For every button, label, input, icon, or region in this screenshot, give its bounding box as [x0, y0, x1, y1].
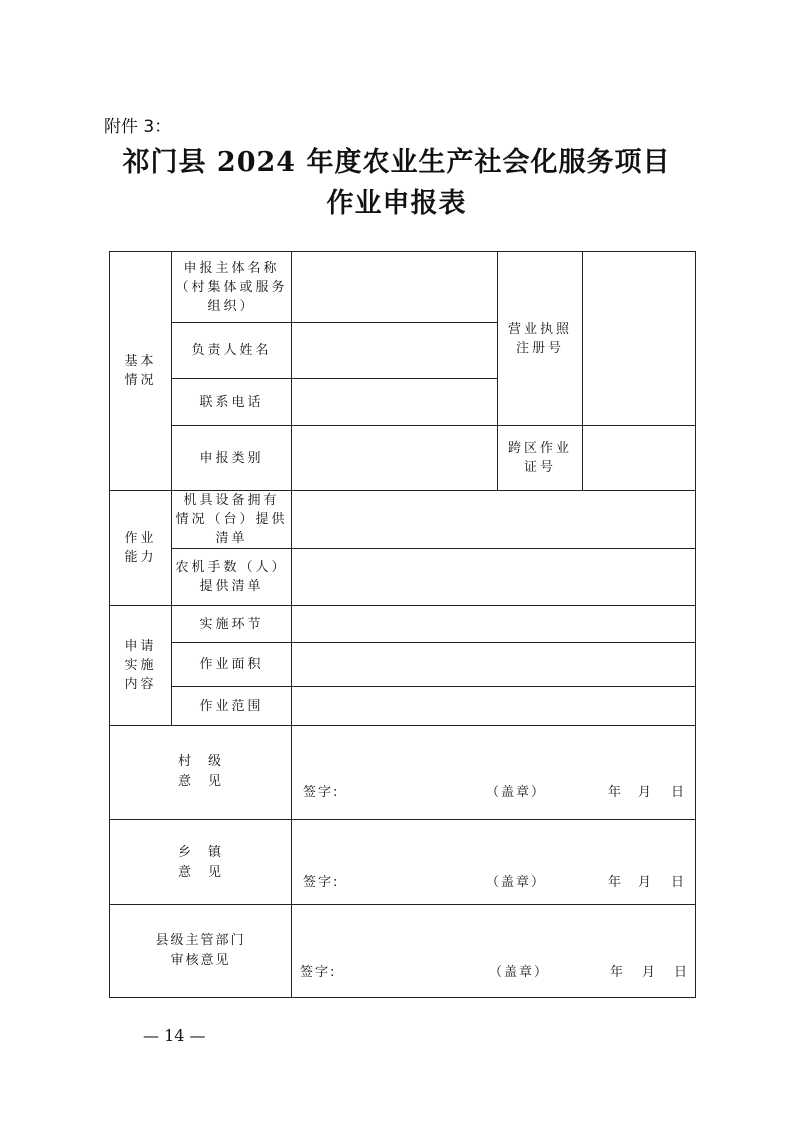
village-opinion-field[interactable]: [291, 725, 696, 820]
attachment-label: 附件 3：: [104, 117, 172, 137]
town-opinion-label: 乡 镇 意 见: [177, 845, 223, 880]
page-number: — 14 —: [143, 1026, 206, 1045]
business-license-label: 营业执照 注册号: [497, 251, 583, 426]
section-basic-info: 基本 情况: [109, 251, 172, 491]
scope-label: 作业范围: [171, 686, 292, 726]
stage-field[interactable]: [291, 605, 696, 643]
equipment-field[interactable]: [291, 490, 696, 549]
county-opinion-label-cell: [109, 904, 292, 998]
village-opinion-label-cell: [109, 725, 292, 820]
day-label: 日: [674, 965, 690, 980]
signature-label: 签字:: [303, 785, 340, 800]
business-license-field[interactable]: [582, 251, 696, 426]
category-field[interactable]: [291, 425, 498, 491]
village-opinion-label: 村 级 意 见: [177, 754, 223, 789]
month-label: 月: [638, 785, 654, 800]
section-operation-capacity: 作业 能力: [109, 490, 172, 606]
category-label: 申报类别: [171, 425, 292, 491]
year-label: 年: [608, 785, 624, 800]
phone-label: 联系电话: [171, 378, 292, 426]
signature-label: 签字:: [300, 965, 337, 980]
day-label: 日: [671, 875, 687, 890]
seal-label: （盖章）: [486, 785, 547, 800]
signature-label: 签字:: [303, 875, 340, 890]
operators-label: 农机手数（人） 提供清单: [171, 548, 292, 606]
applicant-name-field[interactable]: [291, 251, 498, 323]
seal-label: （盖章）: [486, 875, 547, 890]
town-opinion-field[interactable]: [291, 819, 696, 905]
day-label: 日: [671, 785, 687, 800]
person-in-charge-field[interactable]: [291, 322, 498, 379]
operators-field[interactable]: [291, 548, 696, 606]
document-title: 祁门县 2024 年度农业生产社会化服务项目: [122, 147, 671, 178]
year-label: 年: [608, 875, 624, 890]
scope-field[interactable]: [291, 686, 696, 726]
month-label: 月: [638, 875, 654, 890]
applicant-name-label: 申报主体名称 （村集体或服务 组织）: [171, 251, 292, 323]
month-label: 月: [642, 965, 658, 980]
town-opinion-label-cell: [109, 819, 292, 905]
stage-label: 实施环节: [171, 605, 292, 643]
cross-region-permit-label: 跨区作业 证号: [497, 425, 583, 491]
cross-region-permit-field[interactable]: [582, 425, 696, 491]
area-label: 作业面积: [171, 642, 292, 687]
document-subtitle: 作业申报表: [326, 188, 467, 219]
county-opinion-label: 县级主管部门 审核意见: [155, 933, 246, 968]
seal-label: （盖章）: [489, 965, 550, 980]
year-label: 年: [610, 965, 626, 980]
area-field[interactable]: [291, 642, 696, 687]
phone-field[interactable]: [291, 378, 498, 426]
section-implementation: 申请 实施 内容: [109, 605, 172, 726]
person-in-charge-label: 负责人姓名: [171, 322, 292, 379]
equipment-label: 机具设备拥有 情况（台）提供 清单: [171, 490, 292, 549]
county-opinion-field[interactable]: [291, 904, 696, 998]
